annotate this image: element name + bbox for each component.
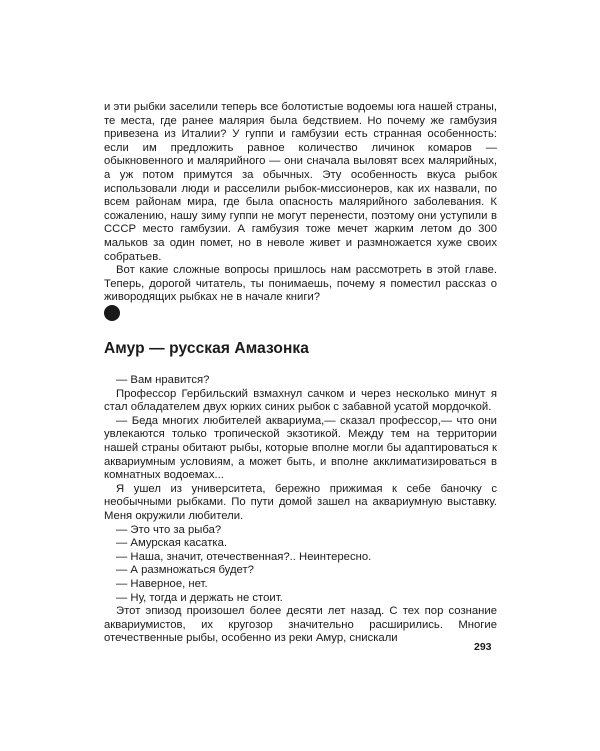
paragraph: Вот какие сложные вопросы пришлось нам рассмотреть в этой главе. Теперь, дорогой читатель, ты понимаешь, почему я поместил рассказ о живородящих рыбках не в начале книги?: [104, 264, 497, 304]
section-title: Амур — русская Амазонка: [104, 340, 310, 357]
intro-text-block: [104, 101, 497, 305]
paragraph: Я ушел из университета, бережно прижимая к себе баночку с необычными рыбками. По пути домой зашел на аквариумную выставку. Меня окружили любители.: [104, 482, 497, 522]
dialog-line: — Амурская касатка.: [116, 537, 227, 550]
dialog-line: — Ну, тогда и держать не стоит.: [116, 591, 283, 604]
dialog-line: — Вам нравится?: [116, 374, 210, 386]
paragraph: — Беда многих любителей аквариума,— сказал профессор,— что они увлекаются только тропической экзотикой. Между тем на территории нашей страны обитают рыбы, которые вполне могли бы адаптироваться к аквариумным условиям, а может быть, и вполне акклиматизироваться в комнатных водоемах...: [104, 414, 497, 482]
page-number: 293: [474, 641, 492, 653]
dialog-line: — Наша, значит, отечественная?.. Неинтересно.: [116, 550, 372, 563]
dialog-line: — А размножаться будет?: [116, 564, 254, 577]
paragraph: Этот эпизод произошел более десяти лет назад. С тех пор сознание аквариумистов, их кругозор значительно расширились. Многие отечественные рыбы, особенно из реки Амур, снискали: [104, 605, 497, 645]
paragraph: и эти рыбки заселили теперь все болотистые водоемы юга нашей страны, те места, где ранее малярия была бедствием. Но почему же гамбузия привезена из Италии? У гуппи и гамбузии есть странная особенность: если им предложить равное количество личинок комаров — обыкновенного и малярийного — они сначала выловят всех малярийных, а уж потом примутся за обычных. Эту особенность вкуса рыбок использовали люди и расселили рыбок-миссионеров, как их назвали, по всем районам мира, где была опасность малярийного заболевания. К сожалению, нашу зиму гуппи не могут перенести, поэтому они уступили в СССР место гамбузии. А гамбузия тоже мечет жарким летом до 300 мальков за один помет, но в неволе живет и размножается хуже своих собратьев.: [104, 101, 497, 263]
dialog-line: — Наверное, нет.: [116, 577, 208, 590]
section-text-block: [104, 374, 497, 646]
section-bullet-icon: [104, 305, 120, 321]
paragraph: Профессор Гербильский взмахнул сачком и через несколько минут я стал обладателем двух юрких синих рыбок с забавной усатой мордочкой.: [104, 387, 497, 414]
dialog-line: — Это что за рыба?: [116, 523, 222, 536]
